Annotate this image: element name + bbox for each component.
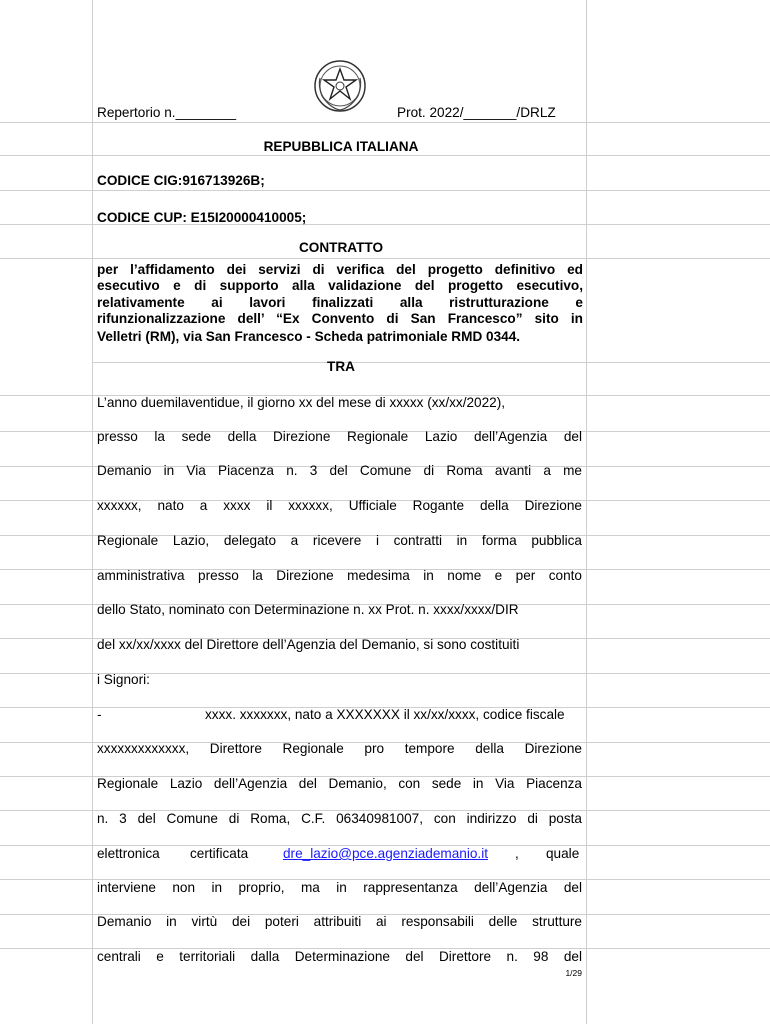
body-line: centrali e territoriali dalla Determinazione del Direttore n. 98 del <box>97 949 582 964</box>
cig-code: CODICE CIG:916713926B; <box>97 173 265 188</box>
body-line: L’anno duemilaventidue, il giorno xx del mese di xxxxx (xx/xx/2022), <box>97 395 506 410</box>
cup-code: CODICE CUP: E15I20000410005; <box>97 210 307 225</box>
body-line: Regionale Lazio dell’Agenzia del Demanio, con sede in Via Piacenza <box>97 776 582 791</box>
right-margin-line <box>586 0 587 1024</box>
body-line: dello Stato, nominato con Determinazione n. xx Prot. n. xxxx/xxxx/DIR <box>97 602 519 617</box>
subject-line: rifunzionalizzazione dell’ “Ex Convento di San Francesco” sito in <box>97 311 583 326</box>
body-line: Regionale Lazio, delegato a ricevere i contratti in forma pubblica <box>97 533 582 548</box>
subject-line: per l’affidamento dei servizi di verifica del progetto definitivo ed <box>97 262 583 277</box>
contract-heading: CONTRATTO <box>298 240 384 255</box>
body-line: interviene non in proprio, ma in rappresentanza dell’Agenzia del <box>97 880 582 895</box>
page-number: 1/29 <box>565 968 582 978</box>
list-dash: - <box>97 707 102 722</box>
signori-line: i Signori: <box>97 672 150 687</box>
subject-line: Velletri (RM), via San Francesco - Scheda patrimoniale RMD 0344. <box>97 329 521 344</box>
body-line: presso la sede della Direzione Regionale Lazio dell’Agenzia del <box>97 429 582 444</box>
republic-emblem-icon <box>312 56 368 116</box>
person-line: xxxx. xxxxxxx, nato a XXXXXXX il xx/xx/xxxx, codice fiscale <box>205 707 565 722</box>
document-title: REPUBBLICA ITALIANA <box>263 139 419 154</box>
pec-word: certificata <box>190 846 249 861</box>
tra-heading: TRA <box>327 359 355 374</box>
body-line: xxxxxx, nato a xxxx il xxxxxx, Ufficiale Rogante della Direzione <box>97 498 582 513</box>
rule-line <box>0 190 770 191</box>
body-line: Demanio in Via Piacenza n. 3 del Comune di Roma avanti a me <box>97 463 582 478</box>
protocol-number: Prot. 2022/_______/DRLZ <box>397 105 556 120</box>
body-line: del xx/xx/xxxx del Direttore dell’Agenzia del Demanio, si sono costituiti <box>97 637 520 652</box>
subject-line: relativamente ai lavori finalizzati alla ristrutturazione e <box>97 295 583 310</box>
rule-line <box>0 122 770 123</box>
rule-line <box>0 258 770 259</box>
subject-line: esecutivo e di supporto alla validazione del progetto esecutivo, <box>97 278 583 293</box>
pec-comma: , <box>515 846 519 861</box>
repertorio-number: Repertorio n.________ <box>97 105 237 120</box>
rule-line <box>0 155 770 156</box>
left-margin-line <box>92 0 93 1024</box>
body-line: amministrativa presso la Direzione medesima in nome e per conto <box>97 568 582 583</box>
pec-word: elettronica <box>97 846 160 861</box>
body-line: xxxxxxxxxxxxx, Direttore Regionale pro tempore della Direzione <box>97 741 582 756</box>
body-line: n. 3 del Comune di Roma, C.F. 06340981007, con indirizzo di posta <box>97 811 582 826</box>
pec-word: quale <box>546 846 580 861</box>
pec-email-link[interactable]: dre_lazio@pce.agenziademanio.it <box>283 846 488 861</box>
body-line: Demanio in virtù dei poteri attribuiti ai responsabili delle strutture <box>97 914 582 929</box>
